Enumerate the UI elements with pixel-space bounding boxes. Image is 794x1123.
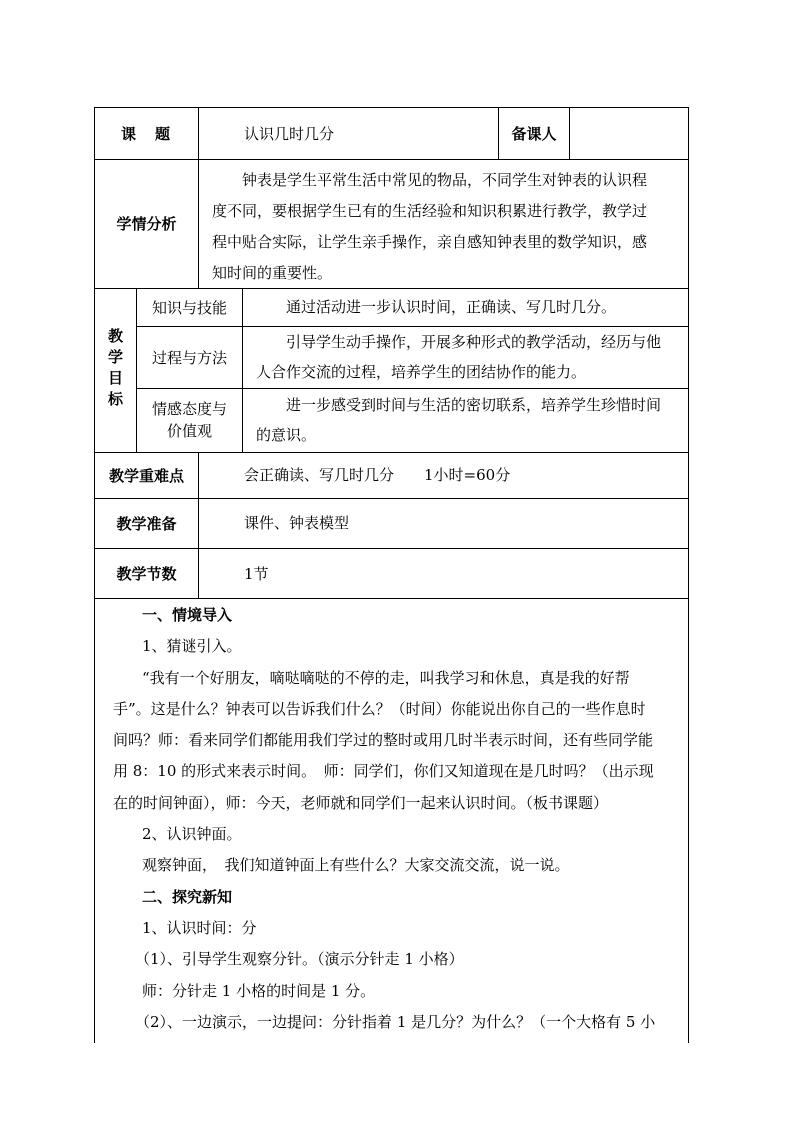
goals-label-char: 目	[107, 369, 123, 387]
process-line: （1）、引导学生观察分针。（演示分针走 1 小格）	[135, 950, 464, 969]
goal-attitude-line: 的意识。	[256, 426, 317, 444]
preparer-label: 备课人	[511, 124, 557, 143]
row-divider	[94, 598, 688, 599]
analysis-line: 钟表是学生平常生活中常见的物品，不同学生对钟表的认识程	[212, 171, 648, 189]
goals-label	[95, 326, 136, 410]
topic-value: 认识几时几分	[244, 125, 335, 143]
key-points-label: 教学重难点	[108, 466, 184, 485]
goal-process-text	[256, 327, 686, 387]
goal-process-label: 过程与方法	[151, 348, 227, 367]
key-points-value: 会正确读、写几时几分 1小时=60分	[244, 466, 511, 484]
goal-attitude-label-line: 价值观	[166, 422, 212, 440]
goal-process-line: 引导学生动手操作，开展多种形式的教学活动，经历与他	[256, 333, 662, 351]
process-line: 1、认识时间：分	[142, 918, 257, 937]
analysis-label: 学情分析	[116, 215, 177, 233]
row-divider	[136, 388, 688, 389]
goal-knowledge-label: 知识与技能	[151, 298, 227, 317]
goals-label-char: 教	[107, 327, 123, 345]
goal-knowledge-text: 通过活动进一步认识时间，正确读、写几时几分。	[256, 298, 617, 316]
preparation-value: 课件、钟表模型	[244, 514, 350, 532]
process-section	[113, 600, 685, 1038]
goal-attitude-label	[137, 398, 242, 442]
process-line: 1、猜谜引入。	[142, 637, 242, 656]
analysis-line: 知时间的重要性。	[212, 264, 333, 282]
process-line: 用 8：10 的形式来表示时间。 师：同学们，你们又知道现在是几时吗？（出示现	[113, 762, 654, 781]
process-line: 师：分针走 1 小格的时间是 1 分。	[142, 981, 376, 1000]
periods-label: 教学节数	[116, 564, 177, 583]
goal-attitude-text	[256, 390, 686, 450]
analysis-line: 程中贴合实际，让学生亲手操作，亲自感知钟表里的数学知识，感	[212, 233, 648, 251]
analysis-line: 度不同，要根据学生已有的生活经验和知识积累进行教学，教学过	[212, 202, 648, 220]
goal-process-line: 人合作交流的过程，培养学生的团结协作的能力。	[256, 363, 587, 381]
col-divider	[569, 107, 570, 160]
process-heading: 一、情境导入	[142, 606, 233, 624]
process-line: “我有一个好朋友，嘀哒嘀哒的不停的走，叫我学习和休息，真是我的好帮	[142, 668, 630, 687]
periods-value: 1节	[244, 565, 269, 583]
table-border-right	[688, 107, 689, 1043]
process-line: 2、认识钟面。	[142, 825, 242, 844]
process-line: 在的时间钟面），师：今天，老师就和同学们一起来认识时间。（板书课题）	[113, 793, 609, 812]
analysis-text	[212, 165, 686, 289]
process-line: 间吗？师：看来同学们都能用我们学过的整时或用几时半表示时间，还有些同学能	[113, 731, 654, 750]
goals-label-char: 学	[107, 348, 123, 366]
process-line: 手”。这是什么？钟表可以告诉我们什么？（时间）你能说出你自己的一些作息时	[113, 699, 646, 718]
col-divider	[198, 107, 199, 289]
process-line: （2）、一边演示，一边提问：分针指着 1 是几分？为什么？（一个大格有 5 小	[135, 1012, 656, 1031]
preparation-label: 教学准备	[116, 514, 177, 533]
topic-label: 课 题	[120, 124, 172, 143]
goals-label-char: 标	[107, 390, 123, 408]
col-divider	[198, 452, 199, 599]
process-line: 观察钟面， 我们知道钟面上有些什么？大家交流交流，说一说。	[142, 856, 570, 875]
goal-attitude-line: 进一步感受到时间与生活的密切联系，培养学生珍惜时间	[256, 396, 662, 414]
goal-attitude-label-line: 情感态度与	[151, 400, 227, 418]
process-heading: 二、探究新知	[142, 887, 233, 906]
col-divider	[242, 288, 243, 453]
